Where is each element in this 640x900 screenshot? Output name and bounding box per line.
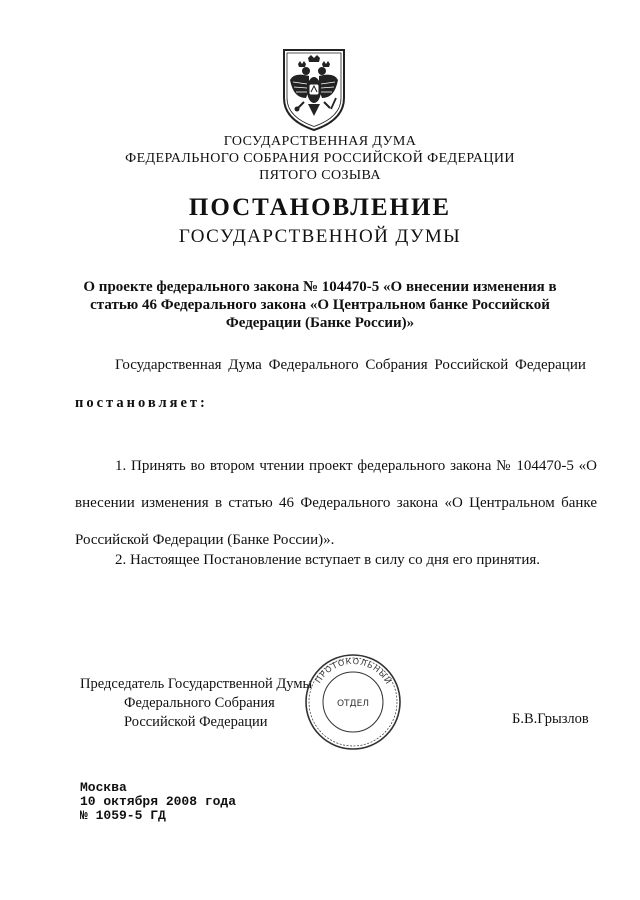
coat-of-arms-emblem (278, 46, 350, 132)
signature-title-line-2: Федерального Собрания (124, 695, 275, 711)
stamp-center-text: ОТДЕЛ (336, 699, 370, 709)
meta-number: № 1059-5 ГД (80, 808, 166, 823)
document-subtitle: ГОСУДАРСТВЕННОЙ ДУМЫ (178, 226, 462, 247)
signature-block (80, 675, 312, 732)
signer-name: Б.В.Грызлов (512, 711, 589, 727)
meta-city: Москва (80, 780, 127, 795)
header-duma: ГОСУДАРСТВЕННАЯ ДУМА (223, 134, 417, 149)
document-meta (80, 781, 236, 823)
header-convocation: ПЯТОГО СОЗЫВА (259, 168, 381, 183)
decree-word: постановляет: (75, 395, 208, 411)
stamp-text: ПРОТОКОЛЬНЫЙ (313, 656, 394, 687)
header-federal-assembly: ФЕДЕРАЛЬНОГО СОБРАНИЯ РОССИЙСКОЙ ФЕДЕРАЦИИ (125, 151, 515, 166)
signature-title-line-1: Председатель Государственной Думы (80, 676, 313, 692)
meta-date: 10 октября 2008 года (80, 794, 237, 809)
paragraph-1: 1. Принять во втором чтении проект федерального закона № 104470-5 «О внесении изменения в статью 46 Федерального закона «О Центральном банке Российской Федерации (Банке России)». (75, 458, 597, 548)
signature-title-line-3: Российской Федерации (124, 714, 268, 730)
document-title: ПОСТАНОВЛЕНИЕ (188, 194, 452, 221)
intro-paragraph: Государственная Дума Федерального Собрания Российской Федерации (115, 357, 586, 373)
stamp-seal (303, 652, 403, 752)
document-subject: О проекте федерального закона № 104470-5 «О внесении изменения в статью 46 Федерального закона «О Центральном банке Российской Федерации (Банке России)» (83, 279, 557, 331)
paragraph-2: 2. Настоящее Постановление вступает в силу со дня его принятия. (115, 552, 541, 568)
